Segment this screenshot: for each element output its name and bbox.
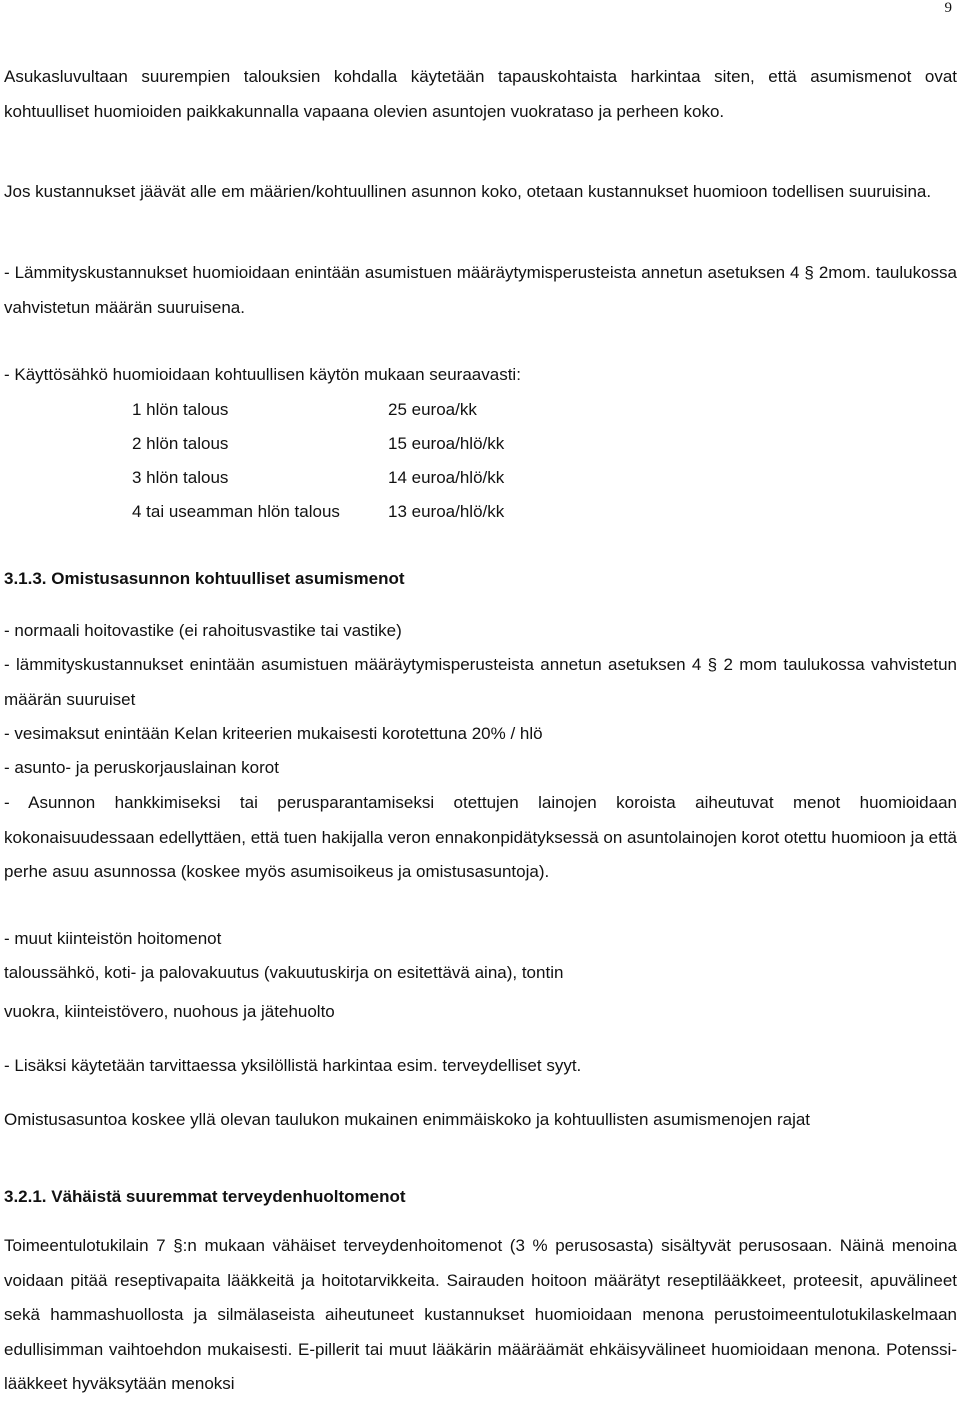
paragraph-health-costs: Toimeentulotukilain 7 §:n mukaan vähäiset terveydenhoitomenot (3 % perusosasta) sisältyvät perusosaan. Näinä menoina voidaan pitää reseptivapaita lääkkeitä ja hoitotarvikkeita. Sairauden hoitoon määrätyt reseptilääkkeet, proteesit, apuvälineet sekä hammashuollosta ja silmälaseista aiheutuneet kustannukset huomioidaan menona perustoimeentulotukilaskelmaan edullisimman vaihtoehdon mukaisesti. E-pillerit tai muut lääkärin määräämät ehkäisyvälineet huomioidaan menona. Potenssi-lääkkeet hyväksytään menoksi (4, 1236, 957, 1393)
table-row (132, 495, 832, 529)
electricity-table (132, 393, 832, 529)
household-cell: 3 hlön talous (132, 468, 229, 487)
table-row (132, 427, 832, 461)
list-item: - normaali hoitovastike (ei rahoitusvastike tai vastike) (4, 621, 402, 640)
household-cell: 1 hlön talous (132, 400, 229, 419)
amount-cell: 25 euroa/kk (388, 400, 477, 419)
amount-cell: 14 euroa/hlö/kk (388, 468, 505, 487)
list-item: taloussähkö, koti- ja palovakuutus (vakuutuskirja on esitettävä aina), tontin (4, 963, 564, 982)
paragraph-costs-below: Jos kustannukset jäävät alle em määrien/kohtuullinen asunnon koko, otetaan kustannukset huomioon todellisen suuruisina. (4, 182, 932, 201)
household-cell: 4 tai useamman hlön talous (132, 502, 340, 521)
paragraph-large-households: Asukasluvultaan suurempien talouksien kohdalla käytetään tapauskohtaista harkintaa siten, että asumismenot ovat kohtuulliset huomioiden paikkakunnalla vapaana olevien asuntojen vuokrataso ja perheen koko. (4, 67, 957, 121)
list-item: - Lisäksi käytetään tarvittaessa yksilöllistä harkintaa esim. terveydelliset syyt. (4, 1056, 582, 1075)
list-item: vuokra, kiinteistövero, nuohous ja jätehuolto (4, 1002, 335, 1021)
amount-cell: 15 euroa/hlö/kk (388, 434, 505, 453)
page-number: 9 (944, 0, 952, 16)
paragraph-ownership-limits: Omistusasuntoa koskee yllä olevan taulukon mukainen enimmäiskoko ja kohtuullisten asumismenojen rajat (4, 1110, 811, 1129)
section-heading-321: 3.2.1. Vähäistä suuremmat terveydenhuoltomenot (4, 1187, 406, 1206)
paragraph-electricity: - Käyttösähkö huomioidaan kohtuullisen käytön mukaan seuraavasti: (4, 365, 521, 384)
list-item: - Asunnon hankkimiseksi tai perusparantamiseksi otettujen lainojen koroista aiheutuvat menot huomioidaan kokonaisuudessaan edellyttäen, että tuen hakijalla veron ennakonpidätyksessä on asuntolainojen korot otettu huomioon ja että perhe asuu asunnossa (koskee myös asumisoikeus ja omistusasuntoja). (4, 793, 957, 881)
table-row (132, 393, 832, 427)
list-item: - muut kiinteistön hoitomenot (4, 929, 222, 948)
section-heading-313: 3.1.3. Omistusasunnon kohtuulliset asumismenot (4, 569, 405, 588)
amount-cell: 13 euroa/hlö/kk (388, 502, 505, 521)
paragraph-heating: - Lämmityskustannukset huomioidaan enintään asumistuen määräytymisperusteista annetun asetuksen 4 § 2mom. taulukossa vahvistetun määrän suuruisena. (4, 263, 957, 317)
household-cell: 2 hlön talous (132, 434, 229, 453)
table-row (132, 461, 832, 495)
list-item: - asunto- ja peruskorjauslainan korot (4, 758, 279, 777)
list-item: - lämmityskustannukset enintään asumistuen määräytymisperusteista annetun asetuksen 4 § 2 mom taulukossa vahvistetun määrän suuruiset (4, 655, 957, 709)
list-item: - vesimaksut enintään Kelan kriteerien mukaisesti korotettuna 20% / hlö (4, 724, 543, 743)
